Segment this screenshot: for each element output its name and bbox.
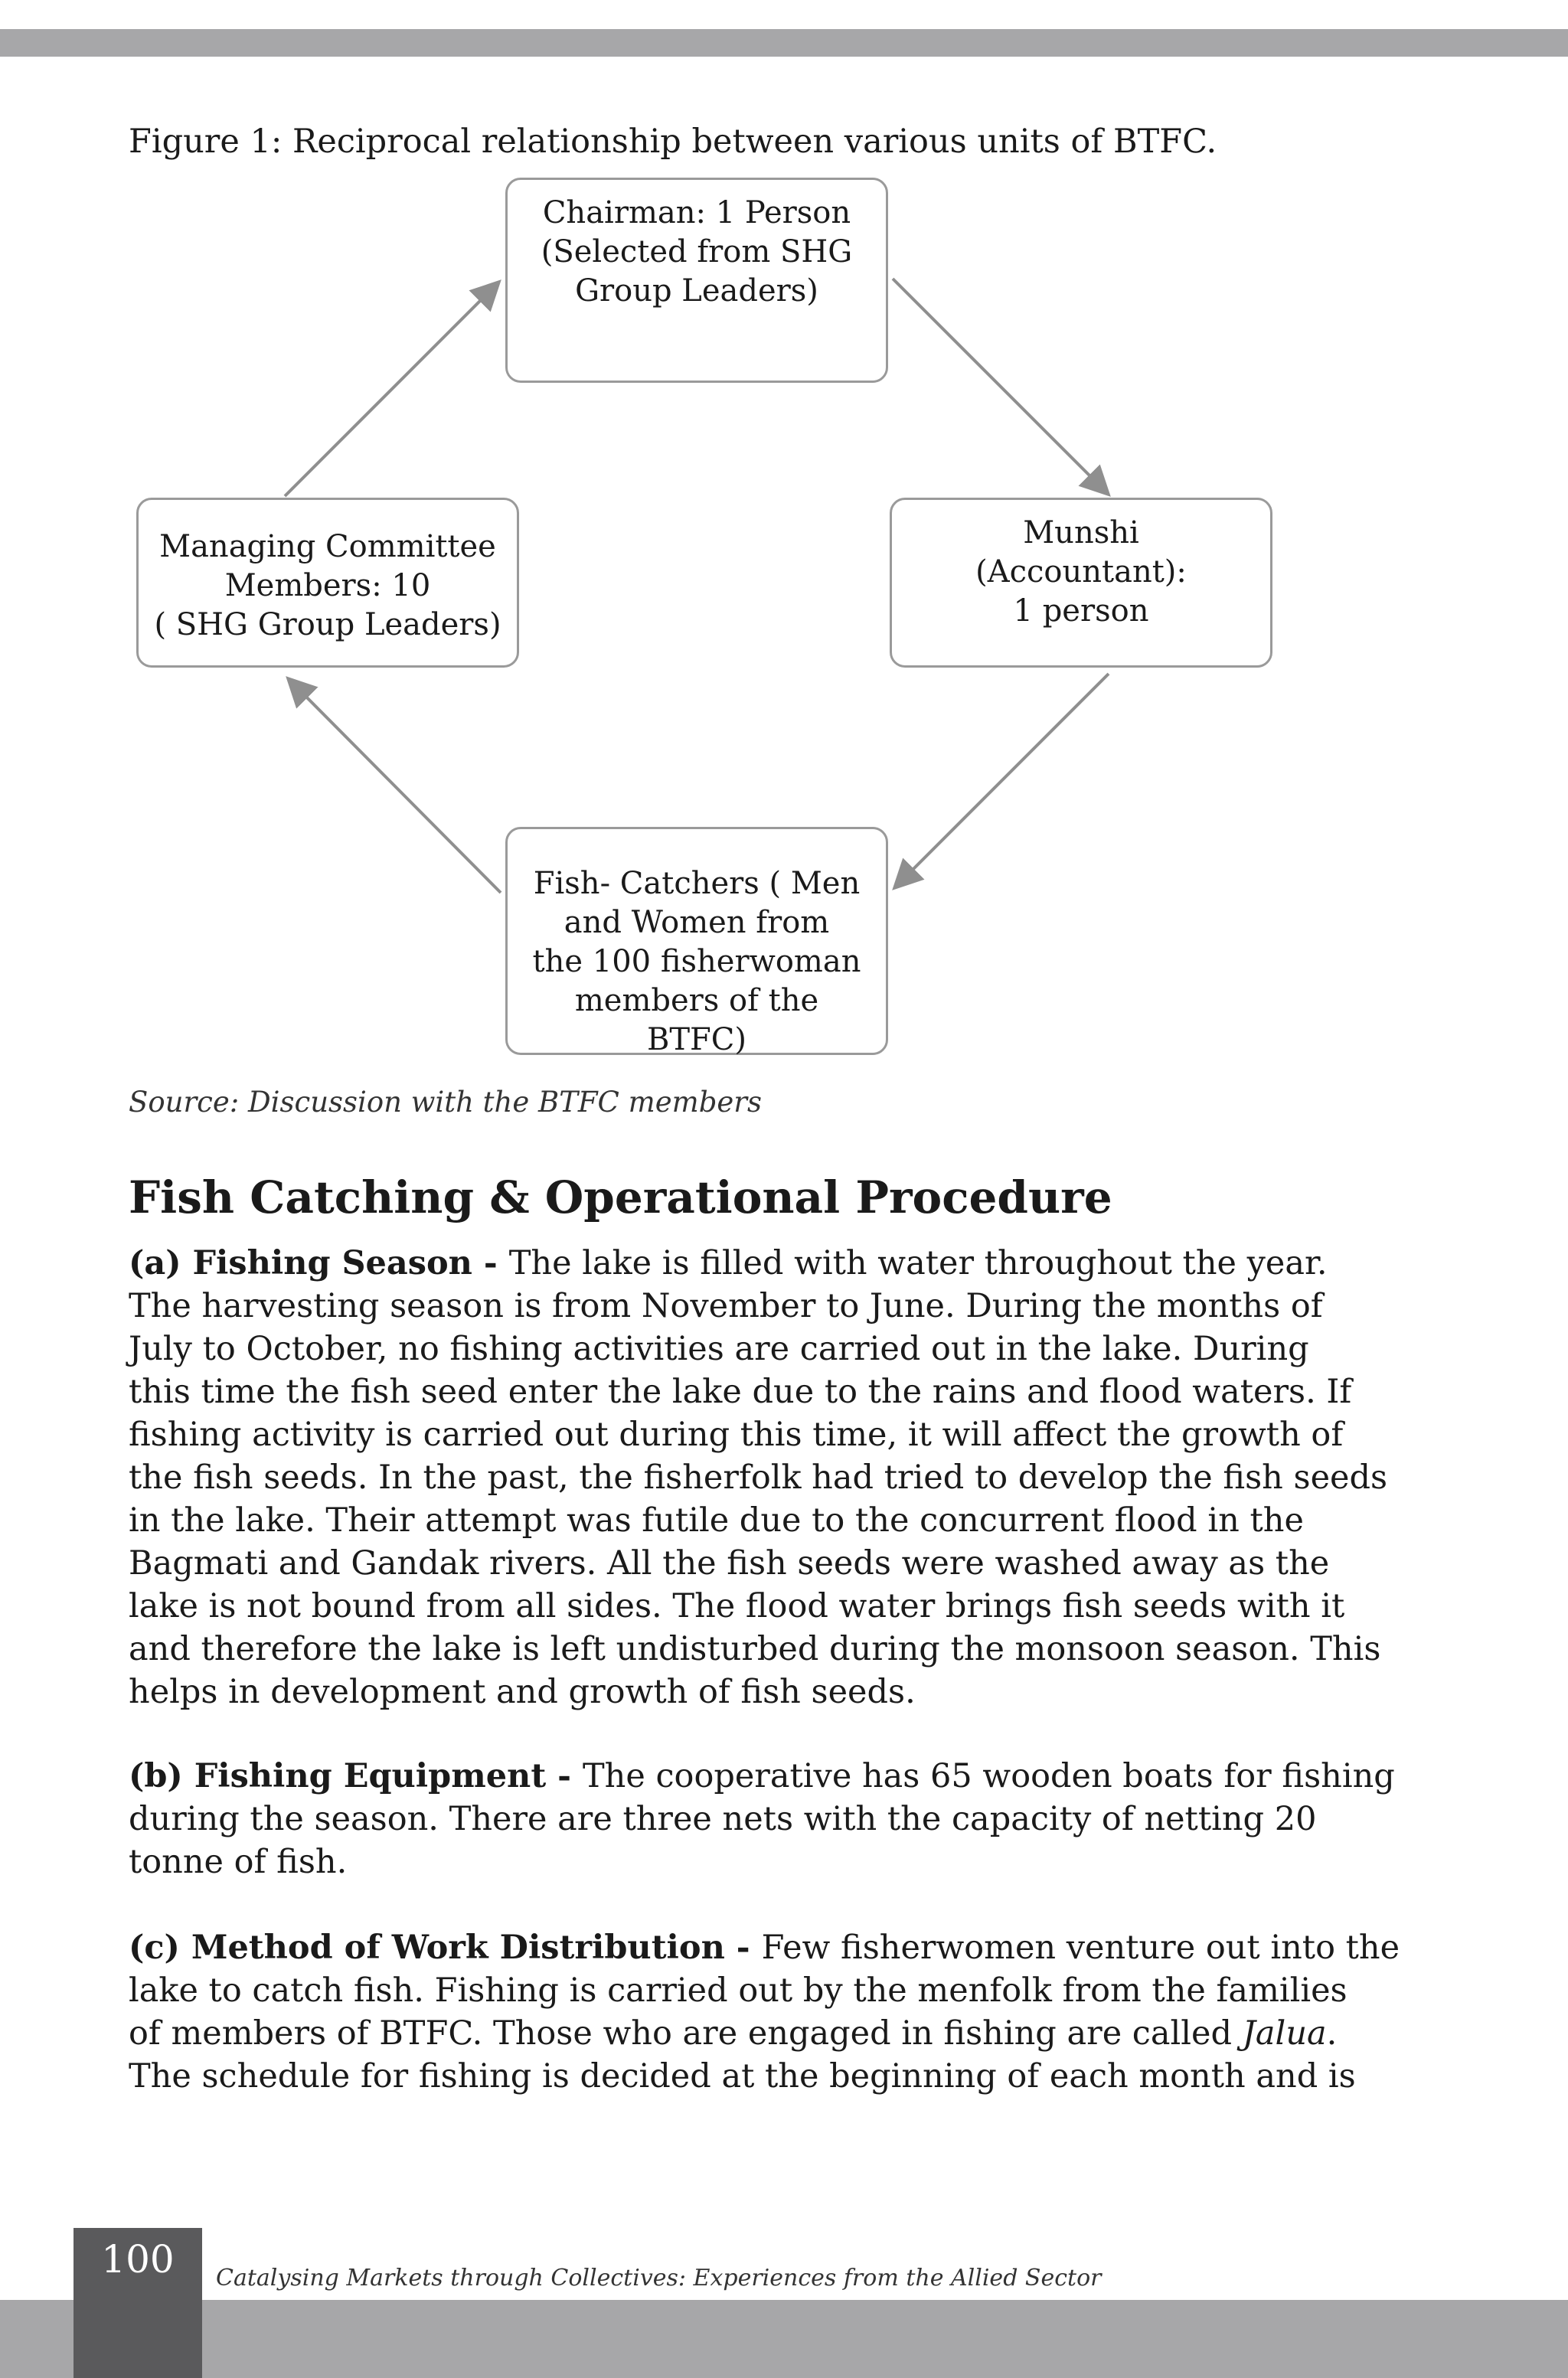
paragraph-line: fishing activity is carried out during this time, it will affect the growth of [129,1416,1344,1454]
paragraph-line: lake is not bound from all sides. The flood water brings fish seeds with it [129,1587,1345,1625]
section-title: Fish Catching & Operational Procedure [129,1171,1112,1223]
managing-committee-node: Managing Committee Members: 10 ( SHG Group Leaders) [136,498,519,668]
paragraph-heading: (b) Fishing Equipment - [129,1757,583,1795]
figure-source: Source: Discussion with the BTFC members [129,1086,762,1119]
paragraph-heading: (a) Fishing Season - [129,1244,509,1282]
paragraph-line [129,1755,1395,1798]
paragraph-heading: (c) Method of Work Distribution - [129,1929,762,1967]
paragraph-text: Few fisherwomen venture out into the [761,1929,1400,1967]
arrow-fish-catchers-to-committee [288,678,501,893]
page-number: 100 [101,2237,175,2282]
paragraph-line: tonne of fish. [129,1843,348,1881]
paragraph-fishing-equipment [129,1755,1395,1883]
paragraph-line: Bagmati and Gandak rivers. All the fish seeds were washed away as the [129,1544,1330,1583]
book-title: Catalysing Markets through Collectives: Experiences from the Allied Sector [216,2265,1102,2291]
paragraph-line: The harvesting season is from November to June. During the months of [129,1287,1323,1325]
paragraph-line: this time the fish seed enter the lake due to the rains and flood waters. If [129,1373,1352,1411]
paragraph-text: The cooperative has 65 wooden boats for fishing [582,1757,1395,1795]
paragraph-line: helps in development and growth of fish seeds. [129,1673,916,1711]
paragraph-line: during the season. There are three nets with the capacity of netting 20 [129,1800,1317,1838]
fish-catchers-node: Fish- Catchers ( Men and Women from the 100 fisherwoman members of the BTFC) [505,827,888,1055]
arrow-chairman-to-munshi [893,279,1109,495]
paragraph-line [129,1926,1400,1969]
munshi-node: Munshi (Accountant): 1 person [890,498,1272,668]
paragraph-line: July to October, no fishing activities are carried out in the lake. During [129,1330,1309,1368]
chairman-node: Chairman: 1 Person (Selected from SHG Group Leaders) [505,178,888,383]
paragraph-line: lake to catch fish. Fishing is carried out by the menfolk from the families [129,1971,1348,2010]
arrow-munshi-to-fish-catchers [894,674,1109,888]
relationship-diagram [0,0,1568,1072]
footer-bar [0,2300,1568,2378]
paragraph-text: . [1326,2014,1338,2053]
paragraph-line: in the lake. Their attempt was futile due to the concurrent flood in the [129,1501,1304,1540]
paragraph-line: The schedule for fishing is decided at the beginning of each month and is [129,2057,1356,2095]
paragraph-line [129,2012,1338,2055]
paragraph-line: and therefore the lake is left undisturbed during the monsoon season. This [129,1630,1381,1668]
figure-caption: Figure 1: Reciprocal relationship between various units of BTFC. [129,122,1217,161]
paragraph-line: the fish seeds. In the past, the fisherfolk had tried to develop the fish seeds [129,1458,1388,1497]
paragraph-work-distribution [129,1926,1400,2098]
paragraph-text: of members of BTFC. Those who are engaged in fishing are called [129,2014,1243,2053]
paragraph-line [129,1242,1328,1285]
arrow-committee-to-chairman [285,282,499,496]
paragraph-fishing-season [129,1242,1388,1713]
italic-term: Jalua [1242,2014,1327,2053]
paragraph-text: The lake is filled with water throughout the year. [508,1244,1328,1282]
